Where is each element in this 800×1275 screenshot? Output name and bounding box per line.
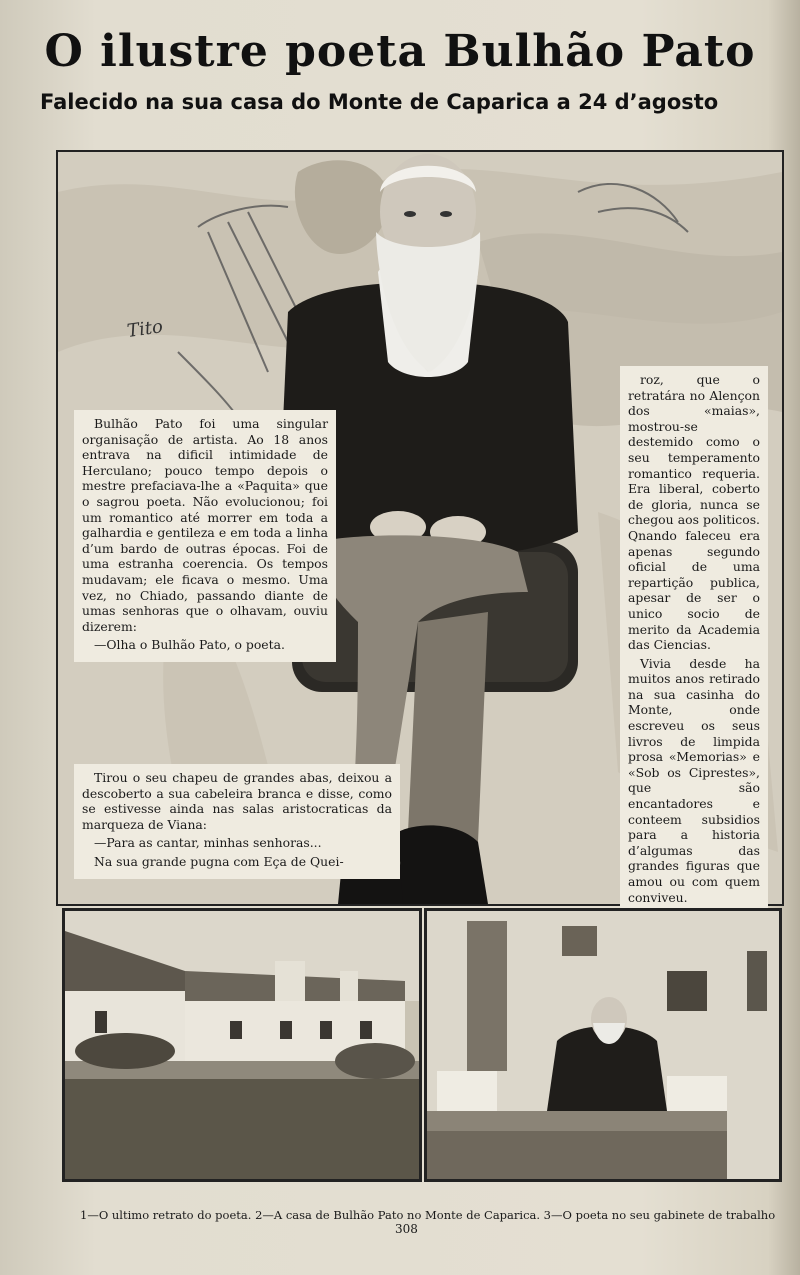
article-paragraph: Bulhão Pato foi uma singular organisação de artista. Ao 18 anos entrava na dificil intimidade de Herculano; pouco tempo depois o mestre prefaciava-lhe a «Paquita» que o sagrou poeta. Não evolucionou; foi um romantico até morrer em toda a galhardia e gentileza e em toda a linha d’um bardo de outras épocas. Foi de uma estranha coerencia. Os tempos mudavam; ele ficava o mesmo. Uma vez, no Chiado, passando diante de umas senhoras que o olhavam, ouviu dizerem: <box>82 416 328 634</box>
article-column-left <box>74 410 336 662</box>
main-photo-frame <box>56 150 784 906</box>
page-number: 308 <box>395 1222 418 1236</box>
house-photo-image <box>65 911 419 1179</box>
house-photo <box>62 908 422 1182</box>
article-paragraph: —Para as cantar, minhas senhoras... <box>94 835 322 851</box>
article-column-left-lower <box>74 764 400 879</box>
article-paragraph: —Olha o Bulhão Pato, o poeta. <box>94 637 285 653</box>
article-paragraph: Vivia desde ha muitos anos retirado na sua casinha do Monte, onde escreveu os seus livros de limpida prosa «Memorias» e «Sob os Ciprestes», que são encantadores e conteem subsidios para a historia d’algumas das grandes figuras que amou ou com quem conviveu. <box>628 655 760 905</box>
article-paragraph: roz, que o retratára no Alençon dos «maias», mostrou-se destemido como o seu temperamento romantico requeria. Era liberal, coberto de gloria, nunca se chegou aos politicos. Qnando faleceu era apenas segundo oficial de uma repartição publica, apesar de ser o unico socio de merito da Academia das Ciencias. <box>628 372 760 653</box>
photo-caption: 1—O ultimo retrato do poeta. 2—A casa de Bulhão Pato no Monte de Caparica. 3—O poeta no seu gabinete de trabalho <box>80 1208 776 1222</box>
page-title: O ilustre poeta Bulhão Pato <box>44 26 756 77</box>
article-paragraph: Na sua grande pugna com Eça de Quei- <box>94 853 344 869</box>
page-subtitle: Falecido na sua casa do Monte de Caparica a 24 d’agosto <box>40 90 719 114</box>
study-photo <box>424 908 782 1182</box>
article-paragraph: Tirou o seu chapeu de grandes abas, deixou a descoberto a sua cabeleira branca e disse, como se estivesse ainda nas salas aristocraticas da marqueza de Viana: <box>82 770 392 832</box>
study-photo-image <box>427 911 779 1179</box>
artist-signature: Tito <box>125 316 165 342</box>
